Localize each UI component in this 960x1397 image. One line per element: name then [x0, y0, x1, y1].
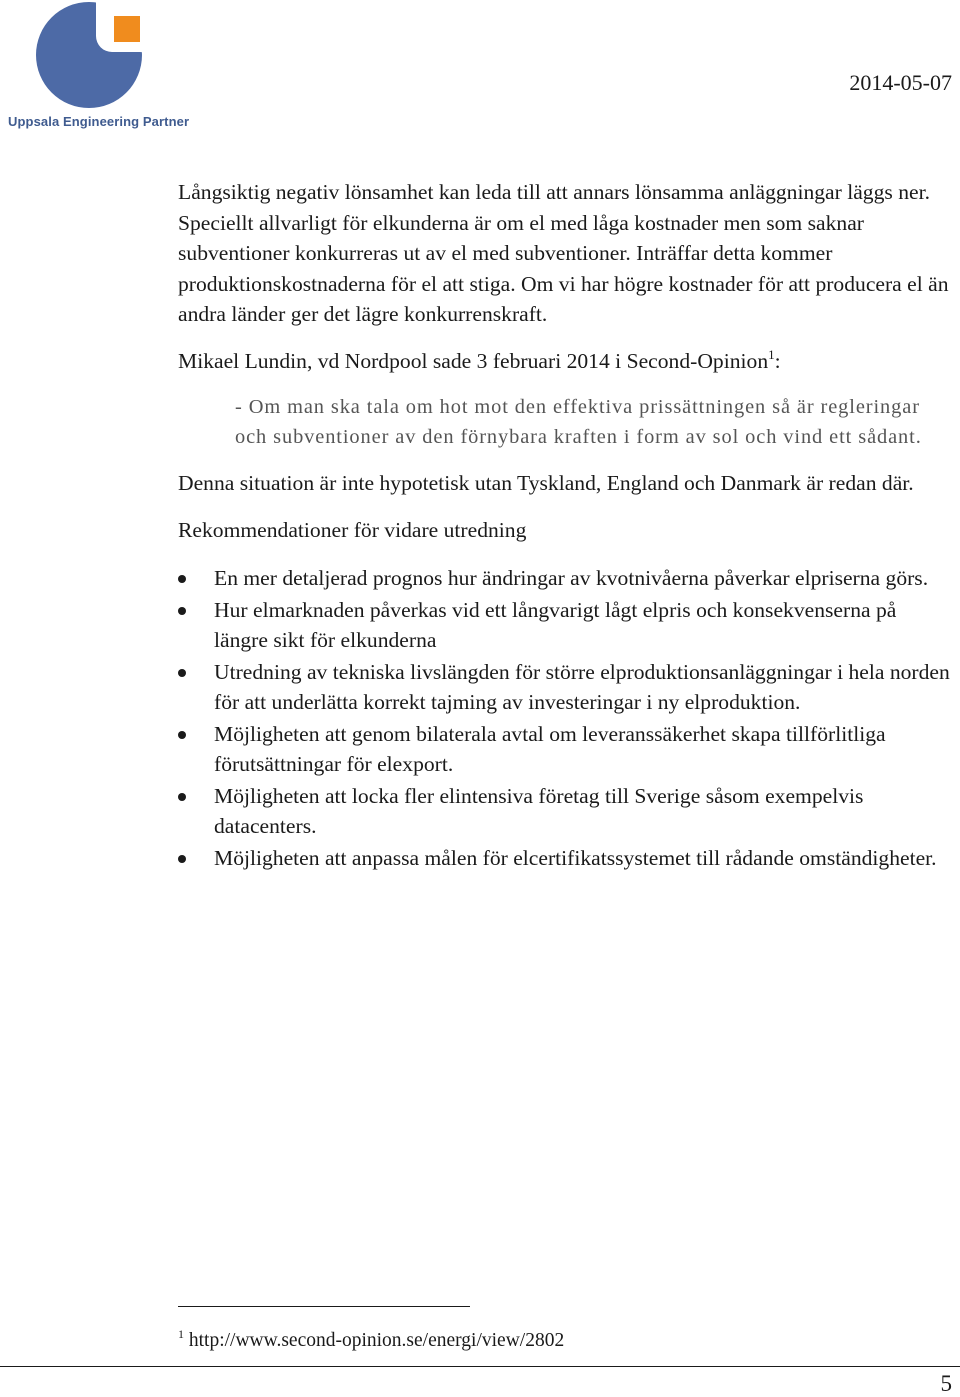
bullet-icon	[178, 575, 186, 583]
uep-logo-icon	[36, 0, 148, 110]
list-item-text: Möjligheten att anpassa målen för elcertifikatssystemet till rådande omständigheter.	[214, 845, 937, 870]
document-date: 2014-05-07	[849, 70, 952, 95]
bullet-icon	[178, 607, 186, 615]
footnote-link[interactable]: http://www.second-opinion.se/energi/view/2802	[188, 1330, 565, 1351]
list-item-text: En mer detaljerad prognos hur ändringar av kvotnivåerna påverkar elpriserna görs.	[214, 566, 929, 590]
recommendation-list	[178, 563, 954, 873]
citation-text: Mikael Lundin, vd Nordpool sade 3 februari 2014 i Second-Opinion	[178, 348, 769, 373]
bullet-icon	[178, 855, 186, 863]
list-item	[178, 781, 954, 842]
bullet-icon	[178, 669, 186, 677]
block-quote: - Om man ska tala om hot mot den effektiva prissättningen så är regleringar och subventioner av den förnybara kraften i form av sol och vind ett sådant.	[235, 396, 922, 448]
footnote	[178, 1327, 565, 1352]
footnote-divider	[178, 1306, 470, 1307]
section-heading: Rekommendationer för vidare utredning	[178, 517, 527, 542]
list-item	[178, 563, 954, 594]
paragraph-citation	[178, 346, 954, 377]
list-item	[178, 595, 954, 656]
citation-colon: :	[774, 348, 781, 373]
bullet-icon	[178, 731, 186, 739]
list-item	[178, 719, 954, 780]
company-logo	[6, 0, 190, 134]
page-number: 5	[940, 1371, 952, 1396]
bullet-icon	[178, 793, 186, 801]
list-item-text: Möjligheten att genom bilaterala avtal om leveranssäkerhet skapa tillförlitliga förutsättningar för elexport.	[214, 721, 886, 776]
orange-square-icon	[114, 16, 140, 42]
list-item-text: Utredning av tekniska livslängden för större elproduktionsanläggningar i hela norden för att underlätta korrekt tajming av investeringar i ny elproduktion.	[214, 659, 950, 714]
list-item	[178, 843, 954, 874]
paragraph: Denna situation är inte hypotetisk utan Tyskland, England och Danmark är redan där.	[178, 471, 914, 495]
list-item-text: Hur elmarknaden påverkas vid ett långvarigt lågt elpris och konsekvenserna på längre sikt för elkunderna	[214, 597, 897, 652]
list-item	[178, 657, 954, 718]
main-content	[178, 177, 954, 874]
paragraph: Långsiktig negativ lönsamhet kan leda till att annars lönsamma anläggningar läggs ner. Speciellt allvarligt för elkunderna är om el med låga kostnader men som saknar subventioner konkurreras ut av el med subventioner. Inträffar detta kommer produktionskostnaderna för el att stiga. Om vi har högre kostnader för att producera el än andra länder ger det lägre konkurrenskraft.	[178, 180, 949, 326]
footnote-reference: 1	[768, 346, 775, 362]
list-item-text: Möjligheten att locka fler elintensiva företag till Sverige såsom exempelvis datacenters.	[214, 783, 864, 838]
footnote-number: 1	[178, 1327, 184, 1341]
footer-divider	[0, 1366, 960, 1367]
logo-text: Uppsala Engineering Partner	[8, 114, 190, 129]
